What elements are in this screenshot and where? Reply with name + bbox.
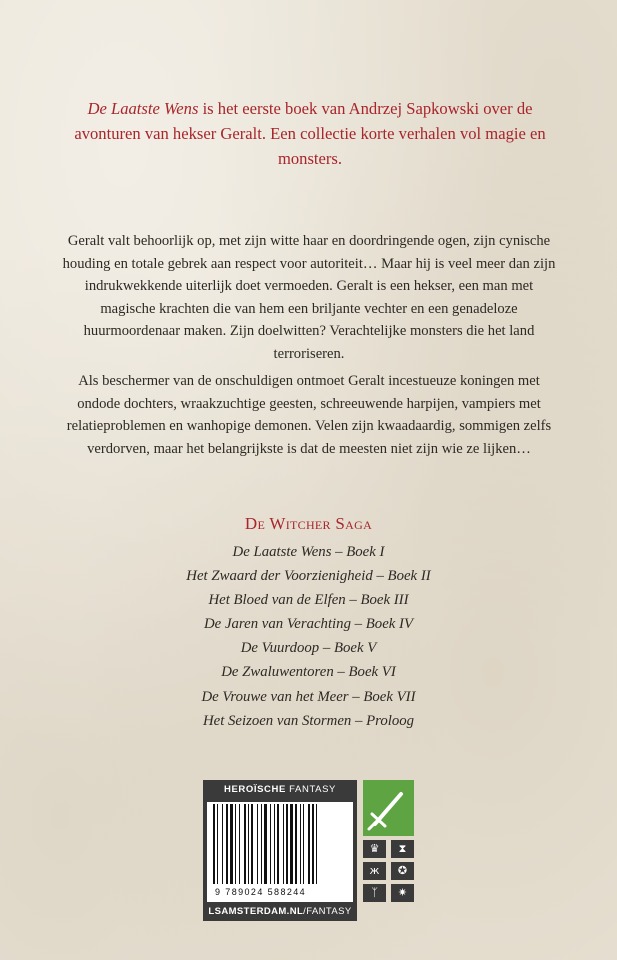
saga-book: Het Bloed van de Elfen – Boek III [208, 592, 409, 609]
saga-book-list [0, 540, 617, 733]
saga-book: De Laatste Wens – Boek I [232, 544, 385, 560]
saga-book: De Zwaluwentoren – Boek VI [221, 664, 396, 681]
crown-icon: ♛ [363, 840, 386, 858]
hourglass-icon: ⧗ [391, 840, 414, 858]
star-icon: ✷ [391, 884, 414, 902]
sword-icon [363, 780, 414, 836]
barcode-block [203, 780, 414, 921]
saga-book: De Vuurdoop – Boek V [240, 640, 377, 657]
barcode-area [207, 802, 353, 902]
intro-text [60, 96, 560, 171]
barcode-panel [203, 780, 357, 921]
saga-title: De Witcher Saga [244, 514, 373, 533]
genre-label: HEROÏSCHE FANTASY [224, 784, 336, 795]
saga-book: Het Seizoen van Stormen – Proloog [202, 712, 415, 729]
book-title: De Laatste Wens [87, 99, 199, 118]
genre-icon-grid [363, 840, 414, 921]
description-paragraph-1: Geralt valt behoorlijk op, met zijn witte haar en doordringende ogen, zijn cynische houding en totale gebrek aan respect voor autoriteit… Maar hij is veel meer dan zijn indrukwekkende uiterlijk doet vermoeden. Geralt is een hekser, een man met magische krachten die van hem een briljante vechter en een genadeloze huurmoordenaar maken. Zijn doelwitten? Verachtelijke monsters die het land terroriseren. [62, 233, 556, 362]
saga-book: Het Zwaard der Voorzienigheid – Boek II [186, 568, 431, 585]
figure-icon: ᛉ [363, 884, 386, 902]
saga-book: De Jaren van Verachting – Boek IV [204, 616, 413, 633]
publisher-website: LSAMSTERDAM.NL/FANTASY [208, 906, 352, 917]
butterfly-icon: ж [363, 862, 386, 880]
description-paragraph-2: Als beschermer van de onschuldigen ontmoet Geralt incestueuze koningen met ondode dochters, wraakzuchtige geesten, schreeuwende harpijen, vampiers met relatieproblemen en wanhopige demonen. Velen zijn kwaadaardig, sommigen zelfs verdorven, maar het belangrijkste is dat de meesten niet zijn wie ze lijken… [66, 373, 552, 457]
compass-icon: ✪ [391, 862, 414, 880]
barcode-digits: 9 789024 588244 [215, 887, 307, 897]
intro-body: is het eerste boek van Andrzej Sapkowski over de avonturen van hekser Geralt. Een collectie korte verhalen vol magie en monsters. [74, 99, 546, 168]
barcode-bars [207, 804, 353, 886]
saga-book: De Vrouwe van het Meer – Boek VII [201, 688, 416, 705]
